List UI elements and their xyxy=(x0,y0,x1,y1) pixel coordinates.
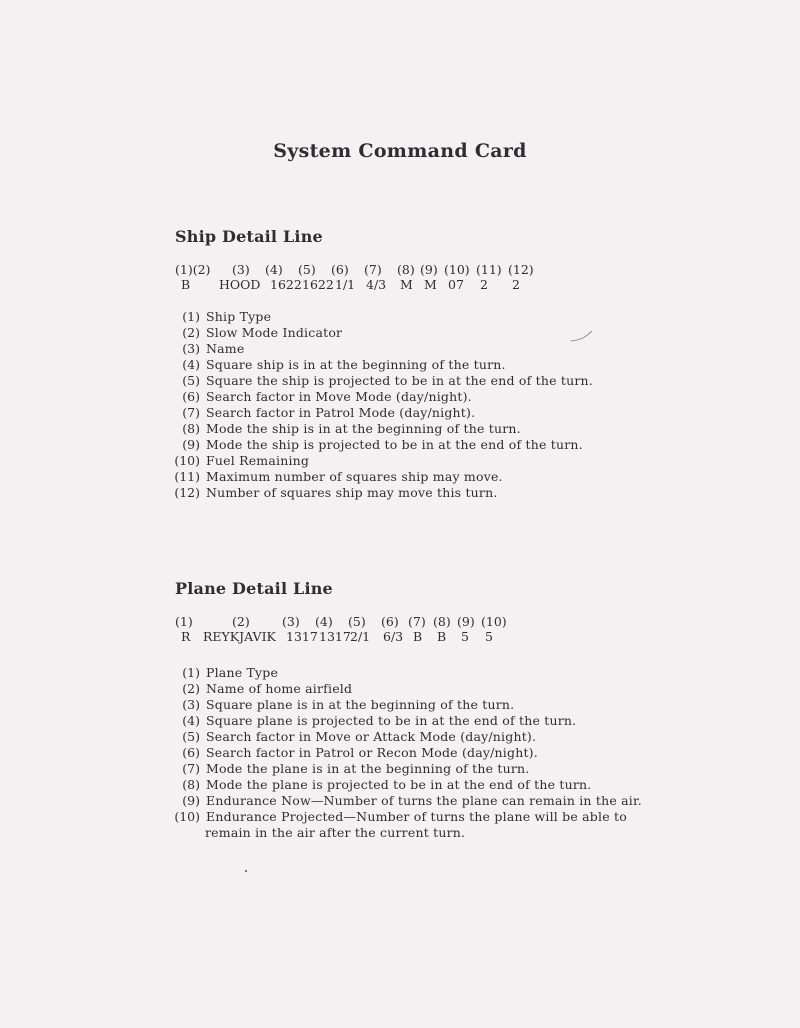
legend-number: (4) xyxy=(182,357,200,372)
legend-text: Square plane is projected to be in at the end of the turn. xyxy=(206,713,577,728)
legend-text: Search factor in Move or Attack Mode (day/night). xyxy=(206,729,537,744)
legend-number: (6) xyxy=(182,745,200,760)
ship-example-value: 4/3 xyxy=(366,277,387,292)
plane-header-col: (10) xyxy=(481,614,507,629)
stray-dot xyxy=(245,870,247,872)
legend-text: Search factor in Move Mode (day/night). xyxy=(206,389,472,404)
ship-example-value: 07 xyxy=(448,277,464,292)
ship-example-value: HOOD xyxy=(219,277,261,292)
ship-header-col: (5) xyxy=(298,262,316,277)
plane-example-value: R xyxy=(181,629,191,644)
legend-text: Maximum number of squares ship may move. xyxy=(206,469,503,484)
ship-header-col: (4) xyxy=(265,262,283,277)
plane-section-title: Plane Detail Line xyxy=(175,579,333,598)
legend-item xyxy=(0,793,800,809)
legend-text: Square plane is in at the beginning of the turn. xyxy=(206,697,515,712)
legend-number: (3) xyxy=(182,697,200,712)
plane-example-value: B xyxy=(437,629,447,644)
plane-example-row xyxy=(0,629,800,645)
legend-text: Fuel Remaining xyxy=(206,453,310,468)
legend-number: (7) xyxy=(182,405,200,420)
legend-item xyxy=(0,761,800,777)
plane-header-col: (9) xyxy=(457,614,475,629)
legend-item xyxy=(0,421,800,437)
plane-example-value: 5 xyxy=(485,629,493,644)
legend-item xyxy=(0,697,800,713)
plane-header-col: (6) xyxy=(381,614,399,629)
ship-example-value: 1/1 xyxy=(335,277,356,292)
legend-item xyxy=(0,341,800,357)
ship-example-value: 2 xyxy=(480,277,488,292)
legend-text: Ship Type xyxy=(206,309,272,324)
legend-number: (2) xyxy=(182,681,200,696)
ship-header-col: (9) xyxy=(420,262,438,277)
legend-item xyxy=(0,437,800,453)
legend-item xyxy=(0,405,800,421)
plane-example-value: 1317 xyxy=(286,629,318,644)
ship-example-value: 1622 xyxy=(302,277,334,292)
legend-number: (8) xyxy=(182,777,200,792)
legend-number: (1) xyxy=(182,665,200,680)
legend-item xyxy=(0,357,800,373)
legend-item xyxy=(0,469,800,485)
ship-section-title: Ship Detail Line xyxy=(175,227,323,246)
legend-number: (10) xyxy=(174,809,200,824)
plane-example-value: 1317 xyxy=(319,629,351,644)
legend-text: Square ship is in at the beginning of the turn. xyxy=(206,357,506,372)
legend-number: (7) xyxy=(182,761,200,776)
legend-text: Name xyxy=(206,341,245,356)
ship-header-row xyxy=(0,262,800,278)
legend-number: (3) xyxy=(182,341,200,356)
plane-example-value: 5 xyxy=(461,629,469,644)
plane-header-col: (4) xyxy=(315,614,333,629)
pencil-tick-mark xyxy=(570,329,594,343)
legend-item xyxy=(0,713,800,729)
plane-header-col: (7) xyxy=(408,614,426,629)
legend-number: (9) xyxy=(182,437,200,452)
legend-item xyxy=(0,729,800,745)
plane-header-row xyxy=(0,614,800,630)
legend-text: Endurance Projected—Number of turns the plane will be able to xyxy=(206,809,627,824)
plane-header-col: (5) xyxy=(348,614,366,629)
legend-item xyxy=(0,745,800,761)
ship-example-value: M xyxy=(400,277,413,292)
plane-example-value: B xyxy=(413,629,423,644)
legend-text: Mode the ship is projected to be in at the end of the turn. xyxy=(206,437,583,452)
legend-number: (11) xyxy=(174,469,200,484)
legend-item xyxy=(0,681,800,697)
legend-text: Endurance Now—Number of turns the plane can remain in the air. xyxy=(206,793,642,808)
legend-item xyxy=(0,665,800,681)
ship-example-value: B xyxy=(181,277,191,292)
legend-text: Search factor in Patrol Mode (day/night). xyxy=(206,405,476,420)
legend-number: (5) xyxy=(182,729,200,744)
ship-header-col: (11) xyxy=(476,262,502,277)
legend-text-continued: remain in the air after the current turn. xyxy=(205,825,466,840)
ship-header-col: (10) xyxy=(444,262,470,277)
legend-text: Name of home airfield xyxy=(206,681,353,696)
plane-header-col: (1) xyxy=(175,614,193,629)
legend-number: (4) xyxy=(182,713,200,728)
plane-legend xyxy=(0,665,800,841)
ship-header-col: (12) xyxy=(508,262,534,277)
legend-number: (5) xyxy=(182,373,200,388)
legend-number: (6) xyxy=(182,389,200,404)
ship-example-value: 1622 xyxy=(270,277,302,292)
page-title: System Command Card xyxy=(273,140,527,162)
legend-item xyxy=(0,485,800,501)
legend-number: (2) xyxy=(182,325,200,340)
legend-text: Square the ship is projected to be in at the end of the turn. xyxy=(206,373,593,388)
legend-item xyxy=(0,777,800,793)
ship-header-col: (8) xyxy=(397,262,415,277)
legend-item xyxy=(0,809,800,841)
legend-text: Mode the ship is in at the beginning of the turn. xyxy=(206,421,521,436)
legend-text: Number of squares ship may move this turn. xyxy=(206,485,498,500)
plane-example-value: REYKJAVIK xyxy=(203,629,276,644)
legend-number: (12) xyxy=(174,485,200,500)
legend-number: (9) xyxy=(182,793,200,808)
legend-item xyxy=(0,453,800,469)
legend-item xyxy=(0,389,800,405)
legend-text: Search factor in Patrol or Recon Mode (day/night). xyxy=(206,745,538,760)
ship-header-col: (1)(2) xyxy=(175,262,211,277)
plane-header-col: (8) xyxy=(433,614,451,629)
legend-number: (10) xyxy=(174,453,200,468)
ship-header-col: (3) xyxy=(232,262,250,277)
legend-item xyxy=(0,309,800,325)
legend-text: Plane Type xyxy=(206,665,279,680)
plane-header-col: (2) xyxy=(232,614,250,629)
ship-legend xyxy=(0,309,800,501)
legend-number: (8) xyxy=(182,421,200,436)
legend-item xyxy=(0,373,800,389)
ship-header-col: (7) xyxy=(364,262,382,277)
ship-example-value: M xyxy=(424,277,437,292)
legend-text: Slow Mode Indicator xyxy=(206,325,343,340)
plane-example-value: 2/1 xyxy=(350,629,371,644)
ship-example-row xyxy=(0,277,800,293)
legend-number: (1) xyxy=(182,309,200,324)
legend-item xyxy=(0,325,800,341)
ship-header-col: (6) xyxy=(331,262,349,277)
plane-header-col: (3) xyxy=(282,614,300,629)
plane-example-value: 6/3 xyxy=(383,629,404,644)
ship-example-value: 2 xyxy=(512,277,520,292)
legend-text: Mode the plane is projected to be in at the end of the turn. xyxy=(206,777,592,792)
legend-text: Mode the plane is in at the beginning of the turn. xyxy=(206,761,530,776)
